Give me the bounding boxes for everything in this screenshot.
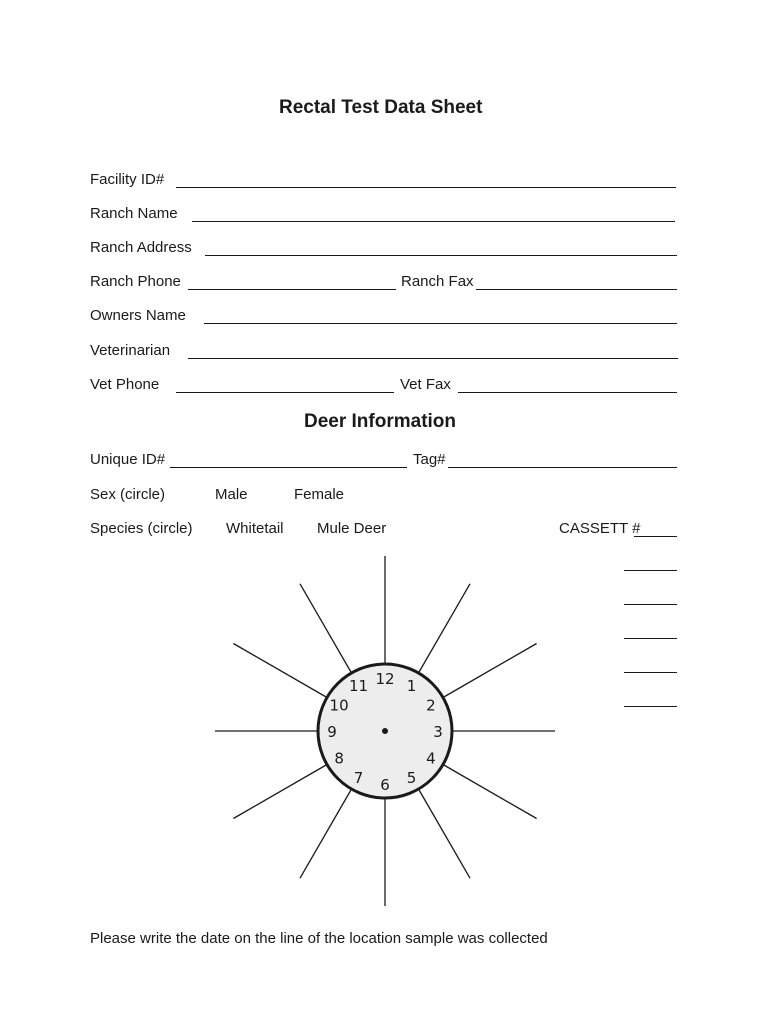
- clock-ray[interactable]: [300, 584, 352, 673]
- unique-id-label: Unique ID#: [90, 451, 166, 468]
- ranch-phone-label: Ranch Phone: [90, 273, 181, 290]
- clock-ray[interactable]: [419, 584, 471, 673]
- clock-center-dot: [382, 728, 388, 734]
- ranch-name-label: Ranch Name: [90, 205, 178, 222]
- clock-number: 2: [426, 696, 436, 715]
- page-title: Rectal Test Data Sheet: [279, 97, 483, 118]
- species-label: Species (circle): [90, 520, 193, 537]
- facility-id-label: Facility ID#: [90, 171, 165, 188]
- clock-number: 10: [329, 696, 349, 715]
- cassett-label: CASSETT #: [559, 520, 641, 537]
- ranch-address-label: Ranch Address: [90, 239, 192, 256]
- clock-number: 9: [327, 723, 337, 741]
- clock-number: 6: [380, 776, 390, 794]
- clock-ray[interactable]: [419, 789, 471, 878]
- sex-option-female[interactable]: Female: [294, 486, 345, 503]
- tag-label: Tag#: [413, 451, 446, 468]
- clock-ray[interactable]: [443, 765, 537, 819]
- vet-phone-label: Vet Phone: [90, 376, 160, 393]
- deer-info-heading: Deer Information: [304, 411, 457, 432]
- clock-ray[interactable]: [443, 644, 537, 698]
- clock-number: 7: [353, 768, 364, 787]
- clock-ray[interactable]: [300, 789, 352, 878]
- clock-number: 12: [375, 670, 395, 688]
- species-option-whitetail[interactable]: Whitetail: [226, 520, 284, 537]
- sex-option-male[interactable]: Male: [215, 486, 248, 503]
- species-option-mule-deer[interactable]: Mule Deer: [317, 520, 387, 537]
- clock-ray[interactable]: [233, 644, 327, 698]
- veterinarian-label: Veterinarian: [90, 342, 171, 359]
- clock-number: 11: [348, 677, 369, 696]
- clock-ray[interactable]: [233, 765, 327, 819]
- clock-number: 8: [334, 749, 344, 768]
- vet-fax-label: Vet Fax: [400, 376, 451, 393]
- clock-number: 5: [406, 768, 417, 787]
- owners-name-label: Owners Name: [90, 307, 186, 324]
- footer-instruction: Please write the date on the line of the location sample was collected: [90, 930, 548, 947]
- clock-number: 1: [406, 677, 417, 696]
- ranch-fax-label: Ranch Fax: [401, 273, 474, 290]
- sex-label: Sex (circle): [90, 486, 166, 503]
- clock-number: 3: [433, 723, 443, 741]
- clock-number: 4: [426, 749, 436, 768]
